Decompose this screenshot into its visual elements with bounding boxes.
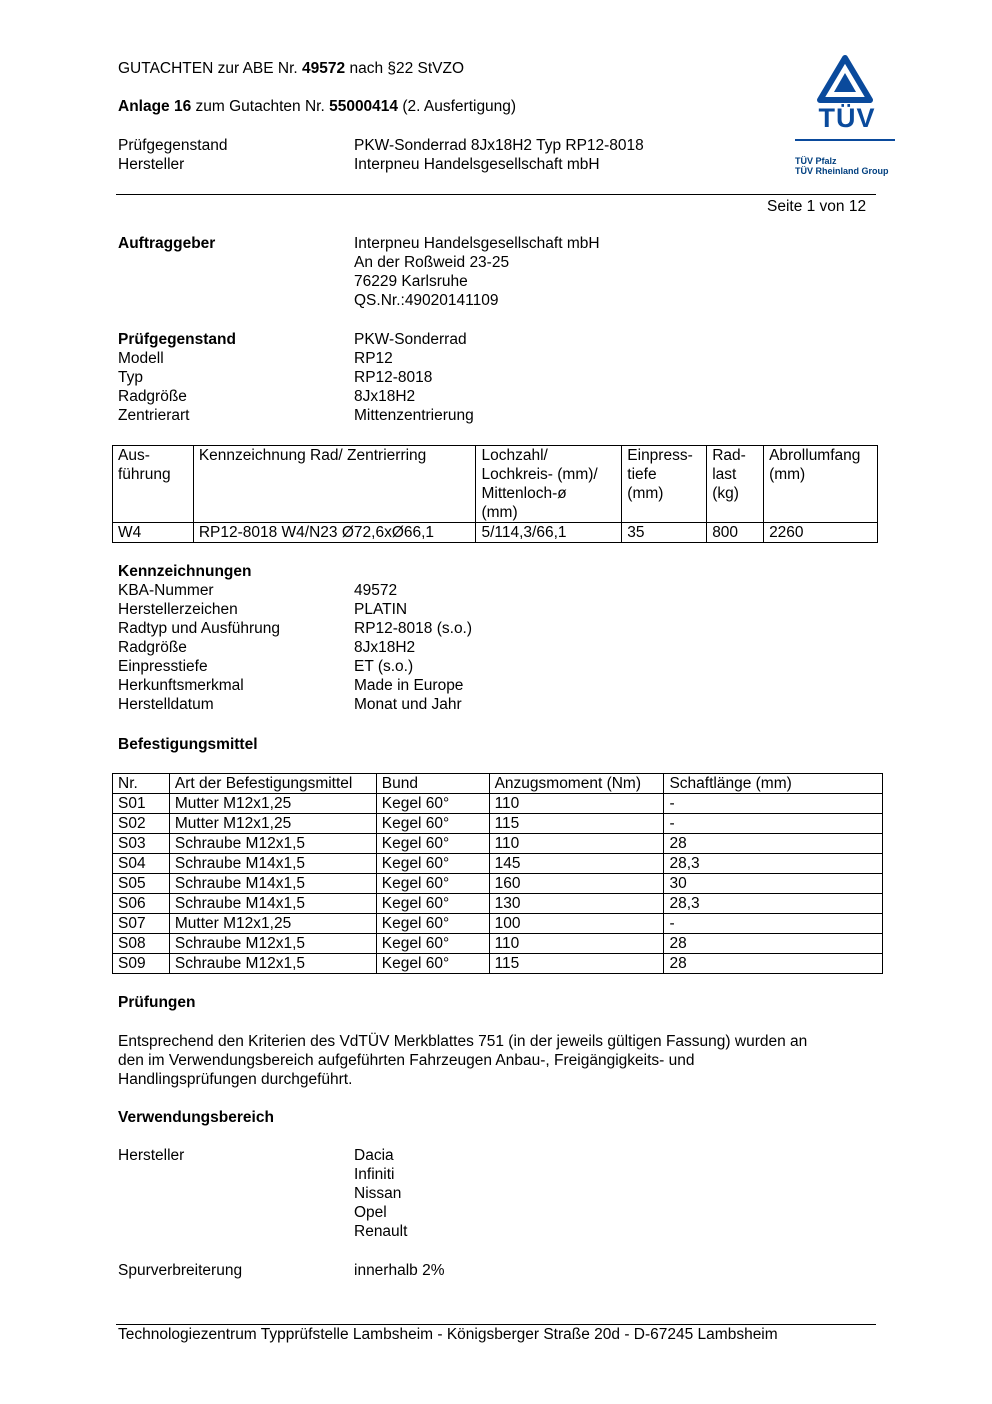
befestigung-cell: S06 [113,894,170,914]
header-rule [116,194,876,195]
header-hersteller-label: Hersteller [118,156,185,173]
header-anlage-line [118,97,516,116]
befestigung-cell: Mutter M12x1,25 [169,794,376,814]
befestigung-cell: 115 [489,954,664,974]
befestigung-table [112,773,883,974]
header-line: last [712,466,737,483]
befestigung-cell: 145 [489,854,664,874]
kenn-label: Radtyp und Ausführung [118,620,281,637]
pruef-value: PKW-Sonderrad [354,331,467,348]
address-line: Interpneu Handelsgesellschaft mbH [354,235,600,252]
pruefungen-line: Handlingsprüfungen durchgeführt. [118,1071,353,1088]
kenn-value: 8Jx18H2 [354,639,416,656]
header-hersteller-value: Interpneu Handelsgesellschaft mbH [354,156,600,173]
befestigung-cell: Schraube M14x1,5 [169,874,376,894]
pruef-value: RP12 [354,350,393,367]
befestigung-cell: S09 [113,954,170,974]
befestigung-cell: Mutter M12x1,25 [169,814,376,834]
befestigung-title-wrap [118,735,258,754]
table-row [113,523,878,543]
befestigung-header-cell: Bund [376,774,489,794]
befestigung-cell: S07 [113,914,170,934]
befestigung-title: Befestigungsmittel [118,736,258,753]
wheel-table-header [113,446,878,523]
wheel-header-cell [764,446,878,523]
anlage-mid: zum Gutachten Nr. [191,98,330,115]
pruef-label: Radgröße [118,388,187,405]
befestigung-cell: Kegel 60° [376,914,489,934]
auftraggeber-address [354,234,600,310]
pruef-label [118,330,236,349]
pruefungen-text [118,1032,807,1089]
pruef-value: RP12-8018 [354,369,433,386]
befestigung-cell: Mutter M12x1,25 [169,914,376,934]
kenn-value: ET (s.o.) [354,658,414,675]
befestigung-cell: Schraube M14x1,5 [169,854,376,874]
befestigung-cell: 28 [664,954,883,974]
befestigung-header-cell: Art der Befestigungsmittel [169,774,376,794]
wheel-header-cell [113,446,194,523]
kenn-value: Made in Europe [354,677,464,694]
befestigung-cell: 110 [489,834,664,854]
befestigung-cell: - [664,914,883,934]
table-row [113,954,883,974]
wheel-header-cell [707,446,764,523]
table-row [113,934,883,954]
gutachten-number: 55000414 [329,98,399,115]
befestigung-header-cell: Anzugsmoment (Nm) [489,774,664,794]
befestigung-cell: 28,3 [664,894,883,914]
header-line: Abrollumfang [769,447,861,464]
befestigung-cell: S04 [113,854,170,874]
pruef-label: Typ [118,369,143,386]
befestigung-cell: Kegel 60° [376,794,489,814]
auftraggeber-label [118,234,215,253]
table-row [113,834,883,854]
header-line: Rad- [712,447,746,464]
befestigung-cell: Kegel 60° [376,854,489,874]
pruef-value: 8Jx18H2 [354,388,416,405]
befestigung-cell: Kegel 60° [376,834,489,854]
kenn-label: Einpresstiefe [118,658,208,675]
pruef-value: Mittenzentrierung [354,407,474,424]
wheel-header-cell [622,446,707,523]
befestigung-cell: S08 [113,934,170,954]
verwendung-hersteller-list [354,1146,407,1241]
pruef-title: Prüfgegenstand [118,331,236,348]
befestigung-cell: Schraube M12x1,5 [169,954,376,974]
header-line: Mittenloch-ø [481,485,567,502]
befestigung-cell: S03 [113,834,170,854]
list-item: Dacia [354,1147,394,1164]
kennzeichnungen-title: Kennzeichnungen [118,563,252,580]
pruef-label: Zentrierart [118,407,190,424]
verwendung-title-wrap [118,1108,274,1127]
table-row [113,794,883,814]
befestigung-cell: S01 [113,794,170,814]
header-line: Aus- [118,447,150,464]
befestigung-cell: 110 [489,794,664,814]
tuv-logo [792,55,902,180]
footer-text: Technologiezentrum Typprüfstelle Lambsheim - Königsberger Straße 20d - D-67245 Lambsheim [118,1326,778,1343]
header-line: Lochkreis- (mm)/ [481,466,598,483]
befestigung-cell: Kegel 60° [376,814,489,834]
header-line: (kg) [712,485,739,502]
auftraggeber-label-text: Auftraggeber [118,235,216,252]
header-line: Kennzeichnung Rad/ Zentrierring [198,447,427,464]
pruefgegenstand-values [354,330,474,425]
befestigung-cell: Kegel 60° [376,934,489,954]
pruefungen-title-wrap [118,993,196,1012]
pruef-label: Modell [118,350,164,367]
verwendung-hersteller-label: Hersteller [118,1147,185,1164]
spur-label: Spurverbreiterung [118,1262,243,1279]
befestigung-cell: Kegel 60° [376,954,489,974]
wheel-cell: 800 [707,523,764,543]
address-line: 76229 Karlsruhe [354,273,468,290]
table-row [113,854,883,874]
header-line: (mm) [769,466,806,483]
header-abe-line [118,59,464,78]
befestigung-header-cell: Nr. [113,774,170,794]
kenn-value: Monat und Jahr [354,696,462,713]
befestigung-cell: Kegel 60° [376,874,489,894]
befestigung-cell: 28 [664,834,883,854]
befestigung-cell: 110 [489,934,664,954]
pruefgegenstand-labels [118,330,236,425]
wheel-cell: RP12-8018 W4/N23 Ø72,6xØ66,1 [193,523,476,543]
anlage-suffix: (2. Ausfertigung) [398,98,517,115]
list-item: Opel [354,1204,387,1221]
header-line: (mm) [627,485,664,502]
kennzeichnungen-labels [118,562,280,714]
table-row [113,894,883,914]
kenn-label: Radgröße [118,639,187,656]
kenn-value: PLATIN [354,601,408,618]
kenn-label: Herstellerzeichen [118,601,238,618]
page-info: Seite 1 von 12 [767,198,867,215]
list-item: Renault [354,1223,408,1240]
wheel-cell: 35 [622,523,707,543]
table-row [113,914,883,934]
befestigung-cell: 160 [489,874,664,894]
befestigung-cell: 28 [664,934,883,954]
pruefungen-line: den im Verwendungsbereich aufgeführten Fahrzeugen Anbau-, Freigängigkeits- und [118,1052,695,1069]
befestigung-header [113,774,883,794]
anlage-label: Anlage 16 [118,98,192,115]
verwendung-title: Verwendungsbereich [118,1109,274,1126]
header-line: tiefe [627,466,657,483]
kenn-value: 49572 [354,582,398,599]
logo-sub1: TÜV Pfalz [795,156,837,166]
kenn-label: KBA-Nummer [118,582,214,599]
befestigung-header-cell: Schaftlänge (mm) [664,774,883,794]
wheel-header-cell [193,446,476,523]
logo-sub2: TÜV Rheinland Group [795,166,889,176]
befestigung-cell: Kegel 60° [376,894,489,914]
tuv-triangle-icon [792,55,902,105]
befestigung-cell: 100 [489,914,664,934]
wheel-header-cell [476,446,622,523]
tuv-brand: TÜV [818,103,876,133]
befestigung-cell: S05 [113,874,170,894]
abe-number: 49572 [302,60,346,77]
section-title [118,562,280,581]
header-line: Lochzahl/ [481,447,548,464]
wheel-cell: W4 [113,523,194,543]
befestigung-cell: 30 [664,874,883,894]
wheel-cell: 2260 [764,523,878,543]
abe-prefix: GUTACHTEN zur ABE Nr. [118,60,303,77]
pruefungen-title: Prüfungen [118,994,196,1011]
befestigung-cell: 130 [489,894,664,914]
spur-value: innerhalb 2% [354,1262,445,1279]
kenn-value: RP12-8018 (s.o.) [354,620,473,637]
kenn-label: Herstelldatum [118,696,214,713]
logo-rule [795,139,895,141]
befestigung-cell: - [664,794,883,814]
pruefungen-line: Entsprechend den Kriterien des VdTÜV Merkblattes 751 (in der jeweils gültigen Fassung) wurden an [118,1033,808,1050]
befestigung-cell: Schraube M12x1,5 [169,934,376,954]
list-item: Infiniti [354,1166,395,1183]
befestigung-cell: S02 [113,814,170,834]
befestigung-cell: - [664,814,883,834]
befestigung-cell: Schraube M12x1,5 [169,834,376,854]
address-line: An der Roßweid 23-25 [354,254,510,271]
wheel-cell: 5/114,3/66,1 [476,523,622,543]
address-line: QS.Nr.:49020141109 [354,292,499,309]
befestigung-cell: 28,3 [664,854,883,874]
befestigung-cell: Schraube M14x1,5 [169,894,376,914]
header-line: führung [118,466,171,483]
header-line: (mm) [481,504,518,521]
header-pruef-value: PKW-Sonderrad 8Jx18H2 Typ RP12-8018 [354,137,644,154]
header-line: Einpress- [627,447,693,464]
wheel-table [112,445,878,543]
table-row [113,874,883,894]
kennzeichnungen-values [354,581,472,714]
table-row [113,814,883,834]
befestigung-cell: 115 [489,814,664,834]
header-pruef-label: Prüfgegenstand [118,137,228,154]
kenn-label: Herkunftsmerkmal [118,677,244,694]
abe-suffix: nach §22 StVZO [345,60,465,77]
list-item: Nissan [354,1185,402,1202]
